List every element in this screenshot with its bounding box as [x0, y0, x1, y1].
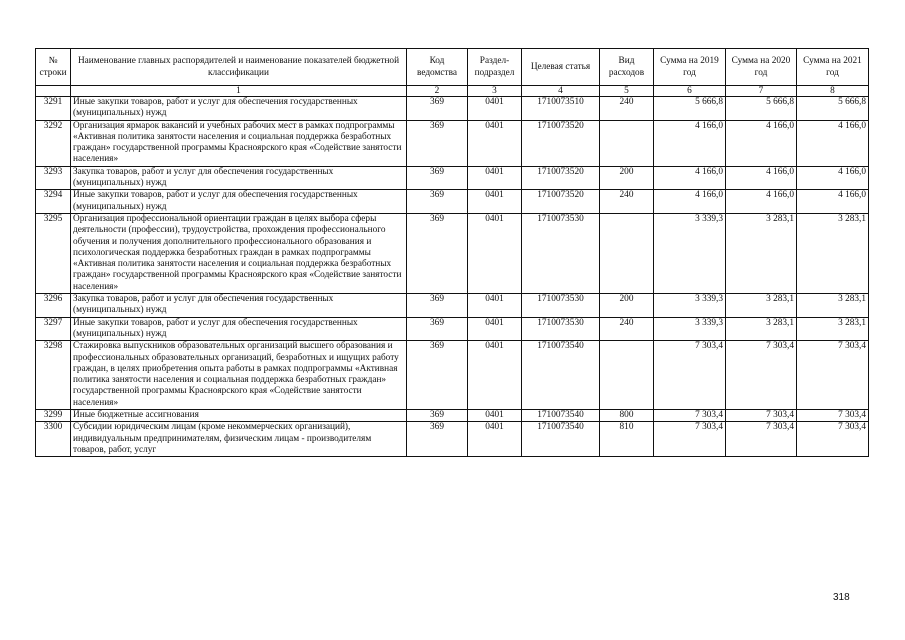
section-cell: 0401: [468, 294, 522, 318]
sum-2021-cell: 4 166,0: [797, 120, 869, 166]
expense-type-cell: 240: [600, 97, 654, 121]
table-row: [36, 422, 869, 457]
column-number: [36, 86, 71, 97]
header-sum-2021: Сумма на 2021 год: [797, 49, 869, 86]
sum-2019-cell: 3 339,3: [654, 294, 726, 318]
sum-2020-cell: 4 166,0: [726, 166, 797, 190]
sum-2019-cell: 3 339,3: [654, 317, 726, 341]
row-name-cell: Организация ярмарок вакансий и учебных рабочих мест в рамках подпрограммы «Активная политика занятости населения и социальная поддержка безработных граждан» государственной программы Красноярского края «Содействие занятости населения»: [71, 120, 407, 166]
section-cell: 0401: [468, 97, 522, 121]
column-number: 3: [468, 86, 522, 97]
row-number-cell: 3295: [36, 213, 71, 293]
sum-2021-cell: 4 166,0: [797, 190, 869, 214]
row-name-cell: Организация профессиональной ориентации граждан в целях выбора сферы деятельности (профессии), трудоустройства, прохождения профессионального обучения и получения дополнительного профессионального образования и психологическая поддержка безработных граждан в рамках подпрограммы «Активная политика занятости населения и социальная поддержка безработных граждан» государственной программы Красноярского края «Содействие занятости населения»: [71, 213, 407, 293]
row-number-cell: 3297: [36, 317, 71, 341]
sum-2020-cell: 7 303,4: [726, 341, 797, 410]
row-name-cell: Стажировка выпускников образовательных организаций высшего образования и профессиональных образовательных организаций, безработных и ищущих работу граждан, в целях приобретения опыта работы в рамках подпрограммы «Активная политика занятости населения и социальная поддержка безработных граждан» государственной программы Красноярского края «Содействие занятости населения»: [71, 341, 407, 410]
table-row: [36, 341, 869, 410]
sum-2019-cell: 5 666,8: [654, 97, 726, 121]
header-target-article: Целевая статья: [522, 49, 600, 86]
budget-table: [35, 48, 869, 457]
column-number: 5: [600, 86, 654, 97]
section-cell: 0401: [468, 213, 522, 293]
sum-2019-cell: 4 166,0: [654, 120, 726, 166]
sum-2021-cell: 3 283,1: [797, 317, 869, 341]
table-row: [36, 190, 869, 214]
target-article-cell: 1710073530: [522, 317, 600, 341]
table-row: [36, 120, 869, 166]
row-number-cell: 3291: [36, 97, 71, 121]
row-number-cell: 3296: [36, 294, 71, 318]
sum-2020-cell: 3 283,1: [726, 213, 797, 293]
row-name-cell: Иные бюджетные ассигнования: [71, 410, 407, 422]
column-number: 2: [407, 86, 468, 97]
expense-type-cell: 800: [600, 410, 654, 422]
column-number: 7: [726, 86, 797, 97]
department-code-cell: 369: [407, 120, 468, 166]
sum-2021-cell: 7 303,4: [797, 410, 869, 422]
section-cell: 0401: [468, 422, 522, 457]
sum-2020-cell: 7 303,4: [726, 410, 797, 422]
target-article-cell: 1710073520: [522, 166, 600, 190]
table-row: [36, 410, 869, 422]
header-row-number: № строки: [36, 49, 71, 86]
sum-2020-cell: 7 303,4: [726, 422, 797, 457]
column-number: 8: [797, 86, 869, 97]
table-row: [36, 97, 869, 121]
sum-2020-cell: 5 666,8: [726, 97, 797, 121]
row-number-cell: 3292: [36, 120, 71, 166]
row-name-cell: Закупка товаров, работ и услуг для обеспечения государственных (муниципальных) нужд: [71, 294, 407, 318]
target-article-cell: 1710073540: [522, 341, 600, 410]
header-department-code: Код ведомства: [407, 49, 468, 86]
department-code-cell: 369: [407, 97, 468, 121]
row-number-cell: 3298: [36, 341, 71, 410]
target-article-cell: 1710073530: [522, 213, 600, 293]
department-code-cell: 369: [407, 213, 468, 293]
expense-type-cell: 810: [600, 422, 654, 457]
table-row: [36, 166, 869, 190]
expense-type-cell: [600, 120, 654, 166]
expense-type-cell: [600, 341, 654, 410]
target-article-cell: 1710073530: [522, 294, 600, 318]
column-number-row: [36, 86, 869, 97]
table-row: [36, 294, 869, 318]
sum-2021-cell: 7 303,4: [797, 422, 869, 457]
column-number: 1: [71, 86, 407, 97]
header-expense-type: Вид расходов: [600, 49, 654, 86]
header-sum-2020: Сумма на 2020 год: [726, 49, 797, 86]
sum-2021-cell: 3 283,1: [797, 294, 869, 318]
header-sum-2019: Сумма на 2019 год: [654, 49, 726, 86]
row-name-cell: Субсидии юридическим лицам (кроме некоммерческих организаций), индивидуальным предпринимателям, физическим лицам - производителям товаров, работ, услуг: [71, 422, 407, 457]
sum-2019-cell: 7 303,4: [654, 422, 726, 457]
expense-type-cell: 240: [600, 317, 654, 341]
sum-2019-cell: 7 303,4: [654, 410, 726, 422]
department-code-cell: 369: [407, 317, 468, 341]
section-cell: 0401: [468, 341, 522, 410]
sum-2021-cell: 7 303,4: [797, 341, 869, 410]
department-code-cell: 369: [407, 410, 468, 422]
row-name-cell: Иные закупки товаров, работ и услуг для обеспечения государственных (муниципальных) нужд: [71, 97, 407, 121]
sum-2021-cell: 3 283,1: [797, 213, 869, 293]
sum-2020-cell: 3 283,1: [726, 317, 797, 341]
target-article-cell: 1710073520: [522, 190, 600, 214]
row-number-cell: 3293: [36, 166, 71, 190]
table-row: [36, 317, 869, 341]
sum-2020-cell: 4 166,0: [726, 120, 797, 166]
section-cell: 0401: [468, 166, 522, 190]
sum-2019-cell: 7 303,4: [654, 341, 726, 410]
department-code-cell: 369: [407, 294, 468, 318]
target-article-cell: 1710073540: [522, 410, 600, 422]
header-name: Наименование главных распорядителей и наименование показателей бюджетной классификации: [71, 49, 407, 86]
row-name-cell: Закупка товаров, работ и услуг для обеспечения государственных (муниципальных) нужд: [71, 166, 407, 190]
section-cell: 0401: [468, 190, 522, 214]
sum-2021-cell: 5 666,8: [797, 97, 869, 121]
department-code-cell: 369: [407, 166, 468, 190]
sum-2019-cell: 3 339,3: [654, 213, 726, 293]
sum-2019-cell: 4 166,0: [654, 190, 726, 214]
row-number-cell: 3300: [36, 422, 71, 457]
page-number: 318: [833, 592, 850, 603]
row-name-cell: Иные закупки товаров, работ и услуг для обеспечения государственных (муниципальных) нужд: [71, 317, 407, 341]
column-number: 4: [522, 86, 600, 97]
sum-2019-cell: 4 166,0: [654, 166, 726, 190]
row-name-cell: Иные закупки товаров, работ и услуг для обеспечения государственных (муниципальных) нужд: [71, 190, 407, 214]
expense-type-cell: [600, 213, 654, 293]
section-cell: 0401: [468, 120, 522, 166]
row-number-cell: 3294: [36, 190, 71, 214]
target-article-cell: 1710073540: [522, 422, 600, 457]
section-cell: 0401: [468, 410, 522, 422]
target-article-cell: 1710073520: [522, 120, 600, 166]
row-number-cell: 3299: [36, 410, 71, 422]
header-section: Раздел-подраздел: [468, 49, 522, 86]
expense-type-cell: 200: [600, 166, 654, 190]
expense-type-cell: 200: [600, 294, 654, 318]
department-code-cell: 369: [407, 341, 468, 410]
header-row: [36, 49, 869, 86]
sum-2020-cell: 3 283,1: [726, 294, 797, 318]
department-code-cell: 369: [407, 190, 468, 214]
section-cell: 0401: [468, 317, 522, 341]
column-number: 6: [654, 86, 726, 97]
table-row: [36, 213, 869, 293]
target-article-cell: 1710073510: [522, 97, 600, 121]
expense-type-cell: 240: [600, 190, 654, 214]
department-code-cell: 369: [407, 422, 468, 457]
sum-2020-cell: 4 166,0: [726, 190, 797, 214]
sum-2021-cell: 4 166,0: [797, 166, 869, 190]
